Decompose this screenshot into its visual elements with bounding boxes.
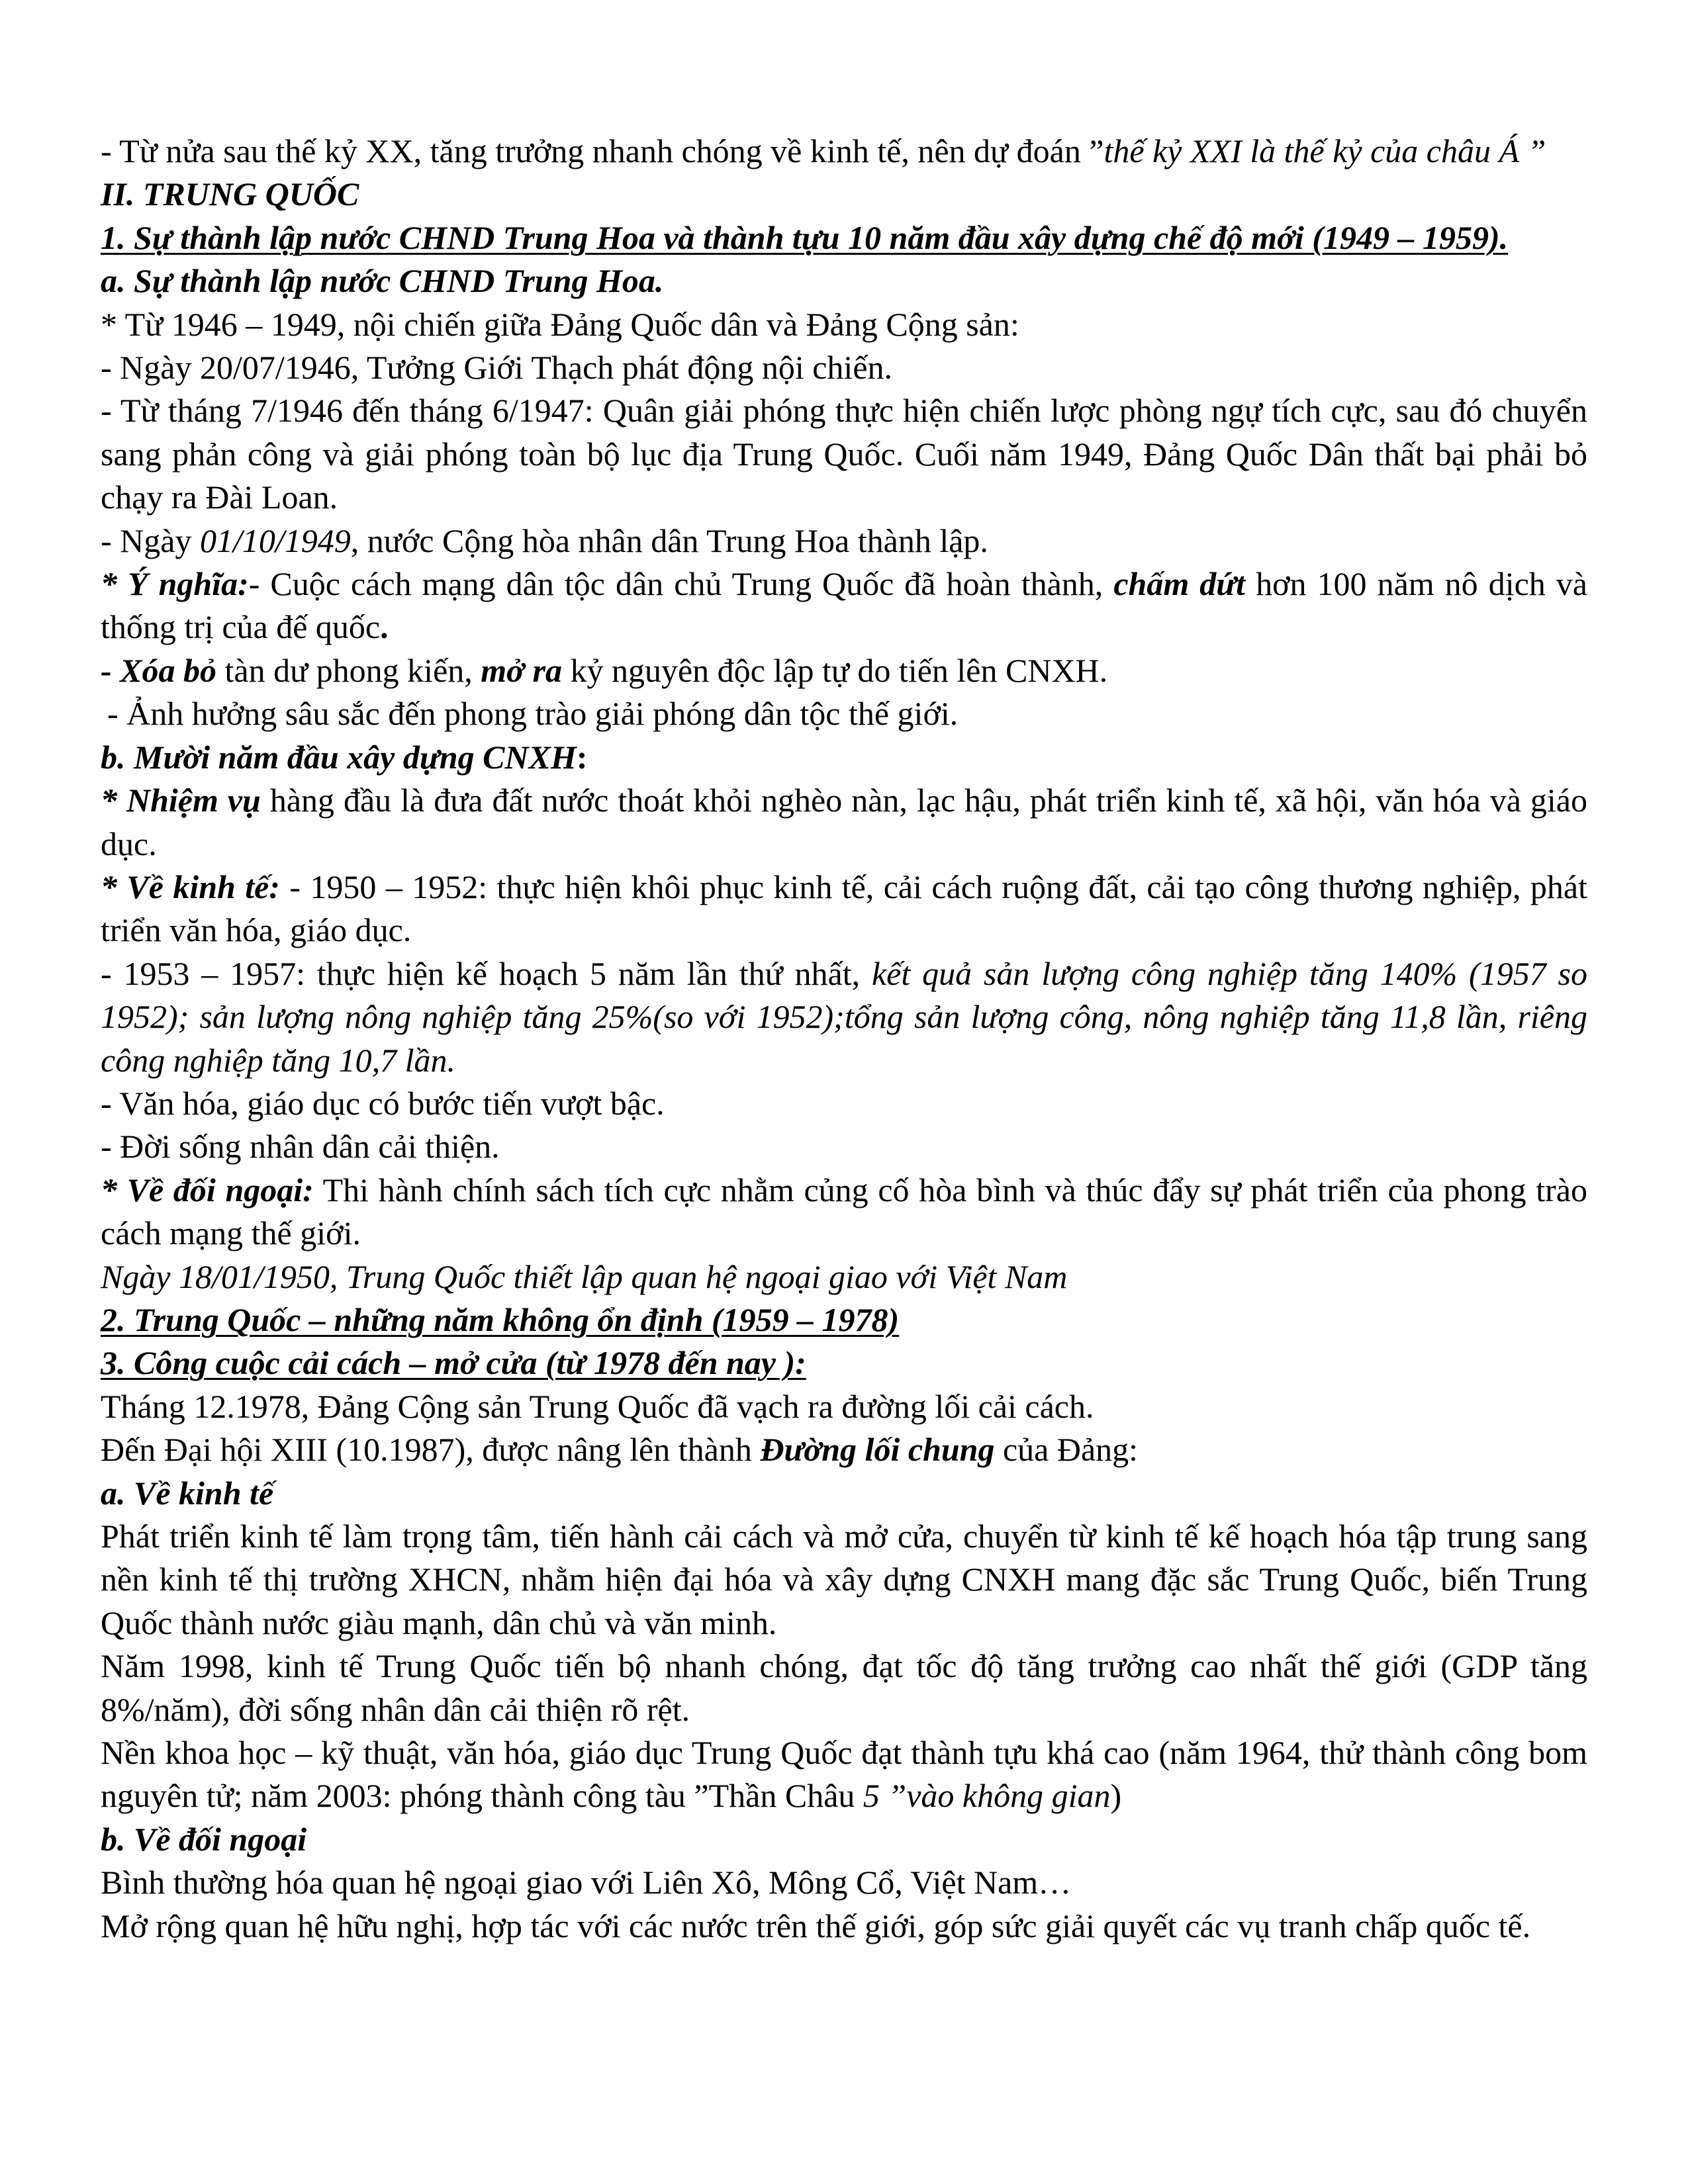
paragraph-culture: - Văn hóa, giáo dục có bước tiến vượt bậc. [101,1084,665,1122]
text-run: Nền khoa học – kỹ thuật, văn hóa, giáo dục Trung Quốc đạt thành tựu khá cao (năm 1964, thử thành công bom nguyên tử; năm 2003: phóng thành công tàu ”Thần Châu [101,1734,1587,1815]
paragraph-normalization: Bình thường hóa quan hệ ngoại giao với Liên Xô, Mông Cổ, Việt Nam… [101,1864,1072,1901]
text-run: Đến Đại hội XIII (10.1987), được nâng lên thành [101,1431,761,1469]
paragraph-vietnam-relations: Ngày 18/01/1950, Trung Quốc thiết lập quan hệ ngoại giao với Việt Nam [101,1257,1068,1295]
paragraph-civil-war: * Từ 1946 – 1949, nội chiến giữa Đảng Quốc dân và Đảng Cộng sản: [101,305,1019,343]
text-run-bold-italic: * Ý nghĩa: [101,565,249,603]
paragraph-congress-xiii [101,1428,1587,1471]
heading-china: II. TRUNG QUỐC [101,175,359,213]
text-run: Thi hành chính sách tích cực nhằm củng cố hòa bình và thúc đẩy sự phát triển của phong trào cách mạng thế giới. [101,1171,1587,1252]
paragraph-asia-prediction [101,130,1587,173]
heading-section-3a: a. Về kinh tế [101,1474,274,1512]
paragraph-significance [101,563,1587,649]
text-run: hơn 100 năm nô dịch và thống trị của đế quốc [101,565,1587,646]
text-run-bold-italic: Đường lối chung [760,1431,995,1469]
text-run: - 1950 – 1952: thực hiện khôi phục kinh tế, cải cách ruộng đất, cải tạo công thương nghiệp, phát triển văn hóa, giáo dục. [101,868,1588,949]
text-run-italic: 5 ”vào không gian [863,1777,1111,1815]
text-run: của Đảng: [994,1431,1139,1469]
text-run: - 1953 – 1957: thực hiện kế hoạch 5 năm lần thứ nhất, [101,954,872,992]
text-run: - Từ nửa sau thế kỷ XX, tăng trưởng nhanh chóng về kinh tế, nên dự đoán ” [101,132,1104,169]
paragraph-economic-reform: Phát triển kinh tế làm trọng tâm, tiến hành cải cách và mở cửa, chuyển từ kinh tế kế hoạch hóa tập trung sang nền kinh tế thị trường XHCN, nhằm hiện đại hóa và xây dựng CNXH mang đặc sắc Trung Quốc, biến Trung Quốc thành nước giàu mạnh, dân chủ và văn minh. [101,1518,1587,1641]
text-run: - Cuộc cách mạng dân tộc dân chủ Trung Quốc đã hoàn thành, [248,565,1114,603]
text-run-bold-italic: - Xóa bỏ [101,651,216,689]
text-run: ) [1110,1777,1122,1815]
text-run-bold: . [380,608,389,646]
paragraph-cooperation: Mở rộng quan hệ hữu nghị, hợp tác với các nước trên thế giới, góp sức giải quyết các vụ tranh chấp quốc tế. [101,1907,1531,1944]
document-page [101,130,1587,1948]
heading-section-1a: a. Sự thành lập nước CHND Trung Hoa. [101,262,664,300]
heading-section-3: 3. Công cuộc cải cách – mở cửa (từ 1978 đến nay ): [101,1344,806,1382]
text-run-italic: 01/10/1949 [199,522,351,559]
heading-section-1: 1. Sự thành lập nước CHND Trung Hoa và thành tựu 10 năm đầu xây dựng chế độ mới (1949 – 1959). [101,218,1509,256]
text-run: , nước Cộng hòa nhân dân Trung Hoa thành lập. [350,522,988,559]
paragraph-1998-growth: Năm 1998, kinh tế Trung Quốc tiến bộ nhanh chóng, đạt tốc độ tăng trưởng cao nhất thế giới (GDP tăng 8%/năm), đời sống nhân dân cải thiện rõ rệt. [101,1647,1587,1728]
heading-section-1b [101,736,1587,779]
text-run-italic: thế kỷ XXI là thế kỷ của châu Á ” [1103,132,1546,169]
text-run-bold-italic: mở ra [481,651,562,689]
paragraph-reform-1978: Tháng 12.1978, Đảng Cộng sản Trung Quốc đã vạch ra đường lối cải cách. [101,1387,1094,1425]
paragraph-science [101,1731,1587,1818]
paragraph-living: - Đời sống nhân dân cải thiện. [101,1128,500,1165]
heading-section-2: 2. Trung Quốc – những năm không ổn định (1959 – 1978) [101,1300,900,1338]
text-run-italic: kết quả sản lượng công nghiệp tăng 140% (1957 so 1952); sản lượng nông nghiệp tăng 25%(so với 1952);tổng sản lượng công, nông nghiệp tăng 11,8 lần, riêng công nghiệp tăng 10,7 lần. [101,954,1587,1079]
text-run-bold-italic: * Về đối ngoại: [101,1171,314,1208]
text-run: - Ngày [101,522,200,559]
paragraph-economy [101,866,1587,952]
heading-section-3b: b. Về đối ngoại [101,1820,307,1858]
text-run-bold-italic: chấm dứt [1113,565,1246,603]
text-run-bold-italic: * Về kinh tế: [101,868,280,905]
paragraph-founding-date [101,520,1587,563]
paragraph-influence: - Ảnh hưởng sâu sắc đến phong trào giải phóng dân tộc thế giới. [107,695,959,733]
paragraph-1946-1947: - Từ tháng 7/1946 đến tháng 6/1947: Quân giải phóng thực hiện chiến lược phòng ngự tích cực, sau đó chuyển sang phản công và giải phóng toàn bộ lục địa Trung Quốc. Cuối năm 1949, Đảng Quốc Dân thất bại phải bỏ chạy ra Đài Loan. [101,392,1587,516]
paragraph-task [101,779,1587,866]
paragraph-abolish-feudal [101,649,1587,692]
paragraph-foreign-policy [101,1169,1587,1255]
text-run: tàn dư phong kiến, [216,651,481,689]
text-run-bold-italic: b. Mười năm đầu xây dựng CNXH [101,738,577,776]
text-run: kỷ nguyên độc lập tự do tiến lên CNXH. [561,651,1108,689]
paragraph-1946-start: - Ngày 20/07/1946, Tưởng Giới Thạch phát động nội chiến. [101,349,893,387]
paragraph-five-year-plan [101,952,1587,1082]
text-run: hàng đầu là đưa đất nước thoát khỏi nghèo nàn, lạc hậu, phát triển kinh tế, xã hội, văn hóa và giáo dục. [101,782,1587,862]
text-run-bold: : [576,738,588,776]
text-run-bold-italic: * Nhiệm vụ [101,782,261,819]
